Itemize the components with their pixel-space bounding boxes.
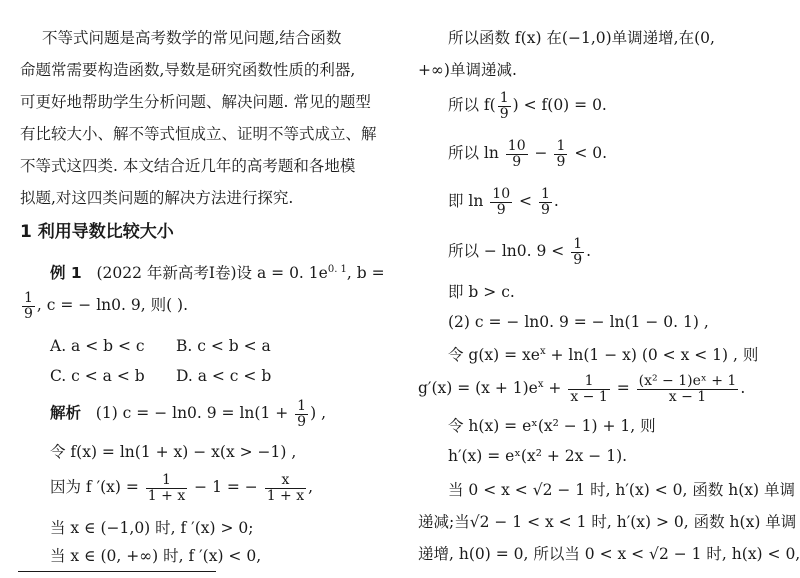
text-segment: 所以 ln — [448, 144, 504, 162]
right-line-3 — [448, 90, 607, 122]
example-line-2 — [20, 290, 188, 322]
example-exponent: 0. 1 — [327, 264, 347, 275]
case-line-2: 当 x ∈ (0, +∞) 时, f ′(x) < 0, — [50, 547, 262, 565]
footnote-rule — [18, 571, 216, 572]
text-segment: 即 ln — [448, 192, 489, 210]
fraction — [22, 291, 35, 322]
example-text: (2022 年新高考Ⅰ卷)设 a = 0. 1e — [96, 264, 328, 283]
right-line-8: (2) c = − ln0. 9 = − ln(1 − 0. 1) , — [448, 313, 709, 331]
right-line-4 — [448, 138, 607, 170]
fraction — [568, 374, 609, 405]
fraction-denominator: 9 — [512, 153, 522, 170]
solution-text: (1) c = − ln0. 9 = ln(1 + — [95, 404, 294, 422]
fraction-denominator: 9 — [573, 251, 583, 268]
fraction-numerator: 10 — [492, 185, 511, 202]
superscript: x — [539, 346, 546, 357]
fraction-numerator: 10 — [507, 137, 526, 154]
fraction-numerator: 1 — [146, 473, 187, 489]
option-d: D. a < c < b — [176, 367, 272, 385]
text-segment: ) < f(0) = 0. — [512, 96, 607, 114]
fraction — [571, 237, 584, 268]
fraction-denominator: 9 — [297, 413, 307, 430]
example-line-1 — [50, 260, 385, 283]
fraction — [146, 473, 187, 504]
fraction — [539, 187, 552, 218]
intro-line-6: 拟题,对这四类问题的解决方法进行探究. — [20, 189, 294, 207]
text-segment: g′(x) = (x + 1)e — [418, 379, 538, 398]
fraction-numerator: 1 — [568, 374, 609, 390]
solution-line — [50, 398, 326, 430]
solution-label: 解析 — [50, 404, 82, 422]
fraction — [554, 139, 567, 170]
right-line-15: 递增, h(0) = 0, 所以当 0 < x < √2 − 1 时, h(x) < 0, — [418, 545, 800, 563]
fraction — [637, 374, 739, 405]
option-c: C. c < a < b — [50, 367, 145, 385]
example-label: 例 1 — [50, 264, 82, 283]
intro-line-1: 不等式问题是高考数学的常见问题,结合函数 — [42, 29, 342, 47]
right-line-2: +∞)单调递减. — [418, 61, 517, 79]
text-segment: . — [553, 192, 559, 210]
right-line-7: 即 b > c. — [448, 283, 515, 301]
superscript: x — [537, 379, 544, 390]
text-segment: = — [611, 379, 635, 398]
derivative-text-end: , — [308, 478, 314, 496]
right-line-11: 令 h(x) = eˣ(x² − 1) + 1, 则 — [448, 417, 656, 435]
intro-line-4: 有比较大小、解不等式恒成立、证明不等式成立、解 — [20, 125, 377, 143]
text-segment: . — [586, 242, 592, 260]
right-line-13: 当 0 < x < √2 − 1 时, h′(x) < 0, 函数 h(x) 单调 — [448, 481, 796, 499]
fraction-denominator: 9 — [556, 153, 566, 170]
let-f-line: 令 f(x) = ln(1 + x) − x(x > −1) , — [50, 443, 297, 461]
intro-line-2: 命题常需要构造函数,导数是研究函数性质的利器, — [20, 61, 356, 79]
text-segment: 令 g(x) = xe — [448, 346, 540, 365]
derivative-line — [50, 472, 313, 504]
fraction-denominator: 9 — [499, 105, 509, 122]
derivative-text-mid: − 1 = − — [189, 478, 263, 496]
right-line-5 — [448, 186, 559, 218]
fraction-numerator: 1 — [297, 397, 307, 414]
text-segment: − — [529, 144, 553, 162]
fraction — [498, 91, 511, 122]
fraction-numerator: x — [265, 473, 306, 489]
text-segment: + — [543, 379, 567, 398]
solution-tail: ) , — [310, 404, 326, 422]
fraction-denominator: 9 — [24, 305, 33, 322]
intro-line-3: 可更好地帮助学生分析问题、解决问题. 常见的题型 — [20, 93, 371, 111]
fraction — [506, 139, 528, 170]
example-line-2-text: , c = − ln0. 9, 则( ). — [36, 296, 189, 314]
option-b: B. c < b < a — [176, 337, 271, 355]
fraction — [490, 187, 512, 218]
fraction — [265, 473, 306, 504]
right-line-12: h′(x) = eˣ(x² + 2x − 1). — [448, 447, 628, 465]
text-segment: < — [514, 192, 537, 210]
fraction-numerator: 1 — [573, 235, 583, 252]
option-a: A. a < b < c — [50, 337, 145, 355]
fraction-numerator: 1 — [499, 89, 509, 106]
derivative-text: 因为 f ′(x) = — [50, 478, 144, 496]
right-line-1: 所以函数 f(x) 在(−1,0)单调递增,在(0, — [448, 29, 715, 47]
fraction-denominator: 9 — [540, 201, 550, 218]
fraction-denominator: 9 — [496, 201, 506, 218]
intro-line-5: 不等式这四类. 本文结合近几年的高考题和各地模 — [20, 157, 356, 175]
text-segment: + ln(1 − x) (0 < x < 1) , 则 — [545, 346, 759, 365]
text-segment: 所以 − ln0. 9 < — [448, 242, 570, 260]
fraction-numerator: 1 — [556, 137, 566, 154]
right-line-6 — [448, 236, 591, 268]
section-heading: 1 利用导数比较大小 — [20, 222, 174, 242]
fraction-numerator: 1 — [24, 289, 33, 306]
text-segment: < 0. — [569, 144, 608, 162]
right-line-10 — [418, 368, 745, 405]
example-tail: , b = — [346, 264, 385, 283]
right-line-14: 递减;当√2 − 1 < x < 1 时, h′(x) > 0, 函数 h(x) 单调 — [418, 513, 797, 531]
text-segment: . — [740, 379, 746, 398]
right-line-9 — [448, 342, 758, 365]
fraction-denominator: x − 1 — [668, 388, 707, 405]
fraction — [295, 399, 308, 430]
fraction-denominator: x − 1 — [570, 388, 608, 405]
case-line-1: 当 x ∈ (−1,0) 时, f ′(x) > 0; — [50, 519, 254, 537]
fraction-denominator: 1 + x — [266, 487, 305, 504]
fraction-denominator: 1 + x — [147, 487, 186, 504]
fraction-numerator: (x² − 1)eˣ + 1 — [638, 372, 737, 389]
fraction-numerator: 1 — [540, 185, 550, 202]
text-segment: 所以 f( — [448, 96, 496, 114]
